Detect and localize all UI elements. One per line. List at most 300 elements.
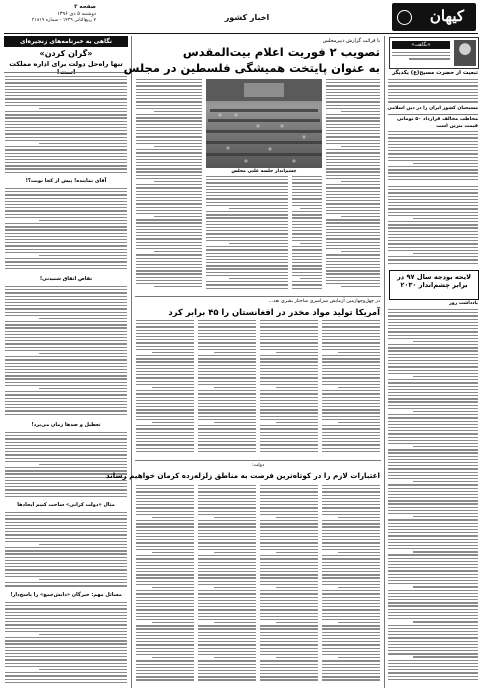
- text-line: [260, 536, 318, 537]
- main-body-left: [136, 79, 202, 292]
- text-line: [292, 198, 322, 199]
- text-line: [5, 569, 127, 570]
- text-line: [5, 615, 127, 616]
- text-line: [136, 644, 194, 645]
- text-line: [322, 339, 380, 340]
- text-line: [388, 452, 478, 453]
- left-subhead-2: تقاص اتفاق شنیدنی!: [39, 276, 93, 282]
- text-line: [5, 137, 127, 138]
- text-line: [322, 679, 380, 680]
- text-line: [322, 438, 380, 439]
- text-line: [388, 153, 478, 154]
- right-quote-2: مسیحیان کشور ایران را در دین اسلامی: [387, 106, 478, 111]
- text-line: [198, 597, 256, 598]
- text-line: [292, 189, 322, 190]
- text-line: [388, 363, 478, 364]
- text-line: [5, 252, 127, 253]
- text-line: [5, 682, 127, 683]
- text-line: [322, 609, 380, 610]
- text-line: [326, 114, 380, 115]
- text-line: [5, 483, 127, 484]
- text-line: [260, 498, 318, 499]
- text-line: [292, 227, 322, 228]
- text-line: [322, 320, 380, 321]
- text-line: [388, 558, 478, 559]
- text-line: [388, 141, 478, 142]
- text-line: [338, 517, 380, 518]
- text-line: [260, 679, 318, 680]
- text-line: [136, 590, 194, 591]
- text-line: [326, 273, 380, 274]
- text-line: [292, 265, 322, 266]
- second-body-3: [260, 320, 318, 456]
- text-line: [276, 622, 318, 623]
- text-line: [388, 612, 478, 613]
- text-line: [5, 359, 127, 360]
- text-line: [388, 554, 478, 555]
- text-line: [260, 539, 318, 540]
- text-line: [5, 582, 127, 583]
- text-line: [5, 605, 127, 606]
- text-line: [388, 224, 478, 225]
- text-line: [5, 214, 127, 215]
- text-line: [136, 203, 202, 204]
- text-line: [5, 153, 127, 154]
- text-line: [260, 390, 318, 391]
- text-line: [136, 178, 202, 179]
- text-line: [198, 660, 256, 661]
- text-line: [5, 236, 127, 237]
- text-line: [136, 124, 202, 125]
- text-line: [388, 599, 478, 600]
- text-line: [5, 550, 127, 551]
- text-line: [260, 438, 318, 439]
- text-line: [198, 390, 256, 391]
- text-line: [136, 397, 194, 398]
- text-line: [5, 347, 127, 348]
- text-line: [322, 501, 380, 502]
- main-body-mid2: [292, 176, 322, 292]
- text-line: [214, 387, 256, 388]
- text-line: [322, 336, 380, 337]
- text-line: [260, 603, 318, 604]
- text-line: [388, 567, 478, 568]
- text-line: [322, 323, 380, 324]
- text-line: [5, 394, 127, 395]
- text-line: [136, 616, 194, 617]
- text-line: [388, 440, 478, 441]
- text-line: [198, 593, 256, 594]
- third-body-3: [260, 485, 318, 686]
- text-line: [322, 584, 380, 585]
- text-line: [322, 419, 380, 420]
- text-line: [136, 264, 202, 265]
- text-line: [260, 593, 318, 594]
- text-line: [388, 468, 478, 469]
- text-line: [322, 448, 380, 449]
- text-line: [388, 663, 478, 664]
- text-line: [136, 171, 202, 172]
- text-line: [388, 328, 478, 329]
- text-line: [5, 656, 127, 657]
- text-line: [322, 488, 380, 489]
- text-line: [322, 374, 380, 375]
- text-line: [5, 315, 127, 316]
- text-line: [198, 339, 256, 340]
- text-line: [136, 130, 202, 131]
- text-line: [5, 82, 127, 83]
- text-line: [322, 520, 380, 521]
- text-line: [260, 409, 318, 410]
- text-line: [292, 214, 322, 215]
- text-line: [388, 134, 478, 135]
- text-line: [260, 628, 318, 629]
- text-line: [326, 82, 380, 83]
- text-line: [322, 625, 380, 626]
- text-line: [388, 386, 478, 387]
- text-line: [206, 214, 288, 215]
- text-line: [388, 79, 478, 80]
- third-headline: اعتبارات لازم را در کوتاه‌ترین فرصت به مناطق زلزله‌زده کرمان خواهیم رساند: [105, 471, 380, 480]
- text-line: [388, 160, 478, 161]
- text-line: [326, 194, 380, 195]
- text-line: [292, 275, 322, 276]
- text-line: [260, 432, 318, 433]
- text-line: [5, 146, 127, 147]
- right-photo-box: [389, 37, 479, 69]
- text-line: [260, 374, 318, 375]
- left-subhead-5: مسائل مهم: خبرگان «دانش‌جمع» را پاسخ‌دار!: [10, 592, 122, 598]
- text-line: [326, 108, 380, 109]
- text-line: [5, 198, 127, 199]
- text-line: [5, 438, 127, 439]
- text-line: [198, 361, 256, 362]
- text-line: [206, 189, 288, 190]
- third-body-4: [322, 485, 380, 686]
- text-line: [214, 587, 256, 588]
- text-line: [292, 205, 322, 206]
- text-line: [198, 555, 256, 556]
- text-line: [198, 381, 256, 382]
- text-line: [260, 358, 318, 359]
- text-line: [136, 635, 194, 636]
- text-line: [5, 618, 127, 619]
- text-line: [388, 605, 478, 606]
- text-line: [326, 203, 380, 204]
- text-line: [388, 85, 478, 86]
- text-line: [136, 428, 194, 429]
- text-line: [388, 660, 478, 661]
- text-line: [5, 372, 127, 373]
- text-line: [5, 86, 127, 87]
- text-line: [214, 352, 256, 353]
- text-line: [388, 631, 478, 632]
- text-line: [292, 281, 322, 282]
- text-line: [198, 635, 256, 636]
- text-line: [260, 412, 318, 413]
- text-line: [292, 249, 322, 250]
- text-line: [388, 478, 478, 479]
- text-line: [322, 485, 380, 486]
- text-line: [5, 165, 127, 166]
- main-kicker: با قرائت گزارش دبیرمجلس: [322, 38, 380, 44]
- text-line: [322, 406, 380, 407]
- text-line: [292, 221, 322, 222]
- text-line: [5, 305, 127, 306]
- text-line: [5, 162, 127, 163]
- text-line: [388, 234, 478, 235]
- text-line: [136, 501, 194, 502]
- text-line: [292, 262, 322, 263]
- text-line: [5, 127, 127, 128]
- right-box-headline-text: لایحه بودجه سال ۹۷ در برابر چشم‌انداز ۲۰۳۰: [397, 273, 471, 289]
- text-line: [152, 552, 194, 553]
- text-line: [5, 538, 127, 539]
- text-line: [206, 217, 288, 218]
- text-line: [136, 187, 202, 188]
- parliament-hall-photo: [206, 79, 322, 168]
- text-line: [136, 409, 194, 410]
- text-line: [260, 416, 318, 417]
- text-line: [5, 350, 127, 351]
- text-line: [322, 495, 380, 496]
- text-line: [136, 365, 194, 366]
- text-line: [136, 197, 202, 198]
- text-line: [388, 354, 478, 355]
- text-line: [326, 245, 380, 246]
- text-line: [388, 227, 478, 228]
- text-line: [260, 590, 318, 591]
- text-line: [326, 207, 380, 208]
- text-line: [136, 571, 194, 572]
- text-line: [260, 613, 318, 614]
- text-line: [5, 321, 127, 322]
- text-line: [5, 217, 127, 218]
- text-line: [260, 501, 318, 502]
- text-line: [136, 485, 194, 486]
- text-line: [260, 504, 318, 505]
- text-line: [229, 278, 288, 279]
- text-line: [260, 323, 318, 324]
- text-line: [206, 224, 288, 225]
- text-line: [260, 577, 318, 578]
- text-line: [338, 422, 380, 423]
- third-body-1: [136, 485, 194, 686]
- text-line: [292, 186, 322, 187]
- text-line: [39, 108, 127, 109]
- text-line: [198, 628, 256, 629]
- text-line: [39, 544, 127, 545]
- text-line: [338, 352, 380, 353]
- text-line: [198, 333, 256, 334]
- text-line: [5, 172, 127, 173]
- text-line: [5, 121, 127, 122]
- text-line: [5, 451, 127, 452]
- text-line: [322, 632, 380, 633]
- text-line: [413, 376, 478, 377]
- text-line: [198, 346, 256, 347]
- text-line: [326, 261, 380, 262]
- text-line: [388, 322, 478, 323]
- text-line: [136, 435, 194, 436]
- text-line: [136, 625, 194, 626]
- text-line: [5, 327, 127, 328]
- text-line: [260, 609, 318, 610]
- text-line: [260, 511, 318, 512]
- text-line: [198, 590, 256, 591]
- text-line: [136, 523, 194, 524]
- text-line: [388, 147, 478, 148]
- text-line: [136, 400, 194, 401]
- text-line: [5, 245, 127, 246]
- text-line: [388, 523, 478, 524]
- text-line: [260, 616, 318, 617]
- text-line: [413, 551, 478, 552]
- text-line: [322, 648, 380, 649]
- text-line: [39, 318, 127, 319]
- text-line: [276, 352, 318, 353]
- main-photo-caption: چشم‌انداز جلسه علنی مجلس: [231, 169, 297, 174]
- text-line: [5, 207, 127, 208]
- text-line: [5, 404, 127, 405]
- text-line: [5, 560, 127, 561]
- text-line: [388, 433, 478, 434]
- text-line: [276, 517, 318, 518]
- portrait-photo: [454, 40, 476, 66]
- text-line: [322, 358, 380, 359]
- text-line: [136, 584, 194, 585]
- text-line: [136, 533, 194, 534]
- right-news-title: مخاطب مخالف قرارداد ۵۰ تومانی قیمت بنزین است: [396, 116, 478, 129]
- second-body-2: [198, 320, 256, 456]
- text-line: [198, 542, 256, 543]
- text-line: [322, 365, 380, 366]
- text-line: [322, 432, 380, 433]
- text-line: [388, 503, 478, 504]
- text-line: [136, 679, 194, 680]
- text-line: [260, 523, 318, 524]
- text-line: [198, 406, 256, 407]
- left-lead-title: «گران کردن»: [39, 49, 93, 58]
- left-lead-subtitle: تنها راه‌حل دولت برای اداره مملکت است!: [9, 60, 123, 76]
- text-line: [260, 648, 318, 649]
- text-line: [136, 670, 194, 671]
- text-line: [5, 249, 127, 250]
- text-line: [198, 654, 256, 655]
- text-line: [388, 240, 478, 241]
- text-line: [136, 270, 202, 271]
- text-line: [388, 319, 478, 320]
- text-line: [388, 179, 478, 180]
- text-line: [260, 584, 318, 585]
- text-line: [136, 133, 202, 134]
- text-line: [136, 574, 194, 575]
- text-line: [136, 219, 202, 220]
- text-line: [260, 673, 318, 674]
- text-line: [154, 111, 202, 112]
- text-line: [322, 619, 380, 620]
- text-line: [300, 243, 322, 244]
- text-line: [206, 198, 288, 199]
- text-line: [260, 635, 318, 636]
- text-line: [322, 635, 380, 636]
- right-photo-note: [392, 52, 450, 60]
- text-line: [388, 82, 478, 83]
- text-line: [136, 530, 194, 531]
- text-line: [136, 361, 194, 362]
- text-line: [326, 184, 380, 185]
- text-line: [5, 547, 127, 548]
- text-line: [292, 179, 322, 180]
- text-line: [388, 472, 478, 473]
- text-line: [260, 514, 318, 515]
- right-body-2: [388, 131, 478, 183]
- text-line: [136, 507, 194, 508]
- text-line: [136, 536, 194, 537]
- text-line: [413, 446, 478, 447]
- text-line: [260, 485, 318, 486]
- left-body-6: [5, 602, 127, 686]
- text-line: [292, 195, 322, 196]
- text-line: [136, 229, 202, 230]
- text-line: [198, 425, 256, 426]
- text-line: [260, 667, 318, 668]
- text-line: [388, 430, 478, 431]
- text-line: [5, 337, 127, 338]
- text-line: [5, 302, 127, 303]
- text-line: [322, 441, 380, 442]
- text-line: [136, 101, 202, 102]
- text-line: [5, 268, 127, 269]
- text-line: [260, 377, 318, 378]
- text-line: [136, 660, 194, 661]
- text-line: [136, 504, 194, 505]
- text-line: [198, 584, 256, 585]
- text-line: [198, 355, 256, 356]
- text-line: [5, 265, 127, 266]
- text-line: [388, 312, 478, 313]
- text-line: [388, 172, 478, 173]
- text-line: [322, 435, 380, 436]
- text-line: [260, 444, 318, 445]
- left-subhead-1: آقای نماینده! پیش از کجا نوبت؟!: [25, 178, 107, 184]
- page-number: صفحه ۲: [74, 4, 96, 10]
- text-line: [136, 333, 194, 334]
- text-line: [388, 491, 478, 492]
- text-line: [292, 176, 322, 177]
- text-line: [326, 222, 380, 223]
- text-line: [198, 451, 256, 452]
- text-line: [260, 533, 318, 534]
- text-line: [260, 676, 318, 677]
- right-quote-1: تبعیت از حضرت مسیح(ع) یکدیگر: [392, 70, 478, 76]
- text-line: [326, 197, 380, 198]
- text-line: [198, 549, 256, 550]
- text-line: [152, 517, 194, 518]
- text-line: [5, 659, 127, 660]
- text-line: [388, 634, 478, 635]
- text-line: [39, 464, 127, 465]
- text-line: [5, 458, 127, 459]
- text-line: [136, 526, 194, 527]
- text-line: [198, 641, 256, 642]
- text-line: [154, 216, 202, 217]
- text-line: [326, 235, 380, 236]
- text-line: [388, 208, 478, 209]
- text-line: [136, 355, 194, 356]
- text-line: [388, 250, 478, 251]
- text-line: [388, 676, 478, 677]
